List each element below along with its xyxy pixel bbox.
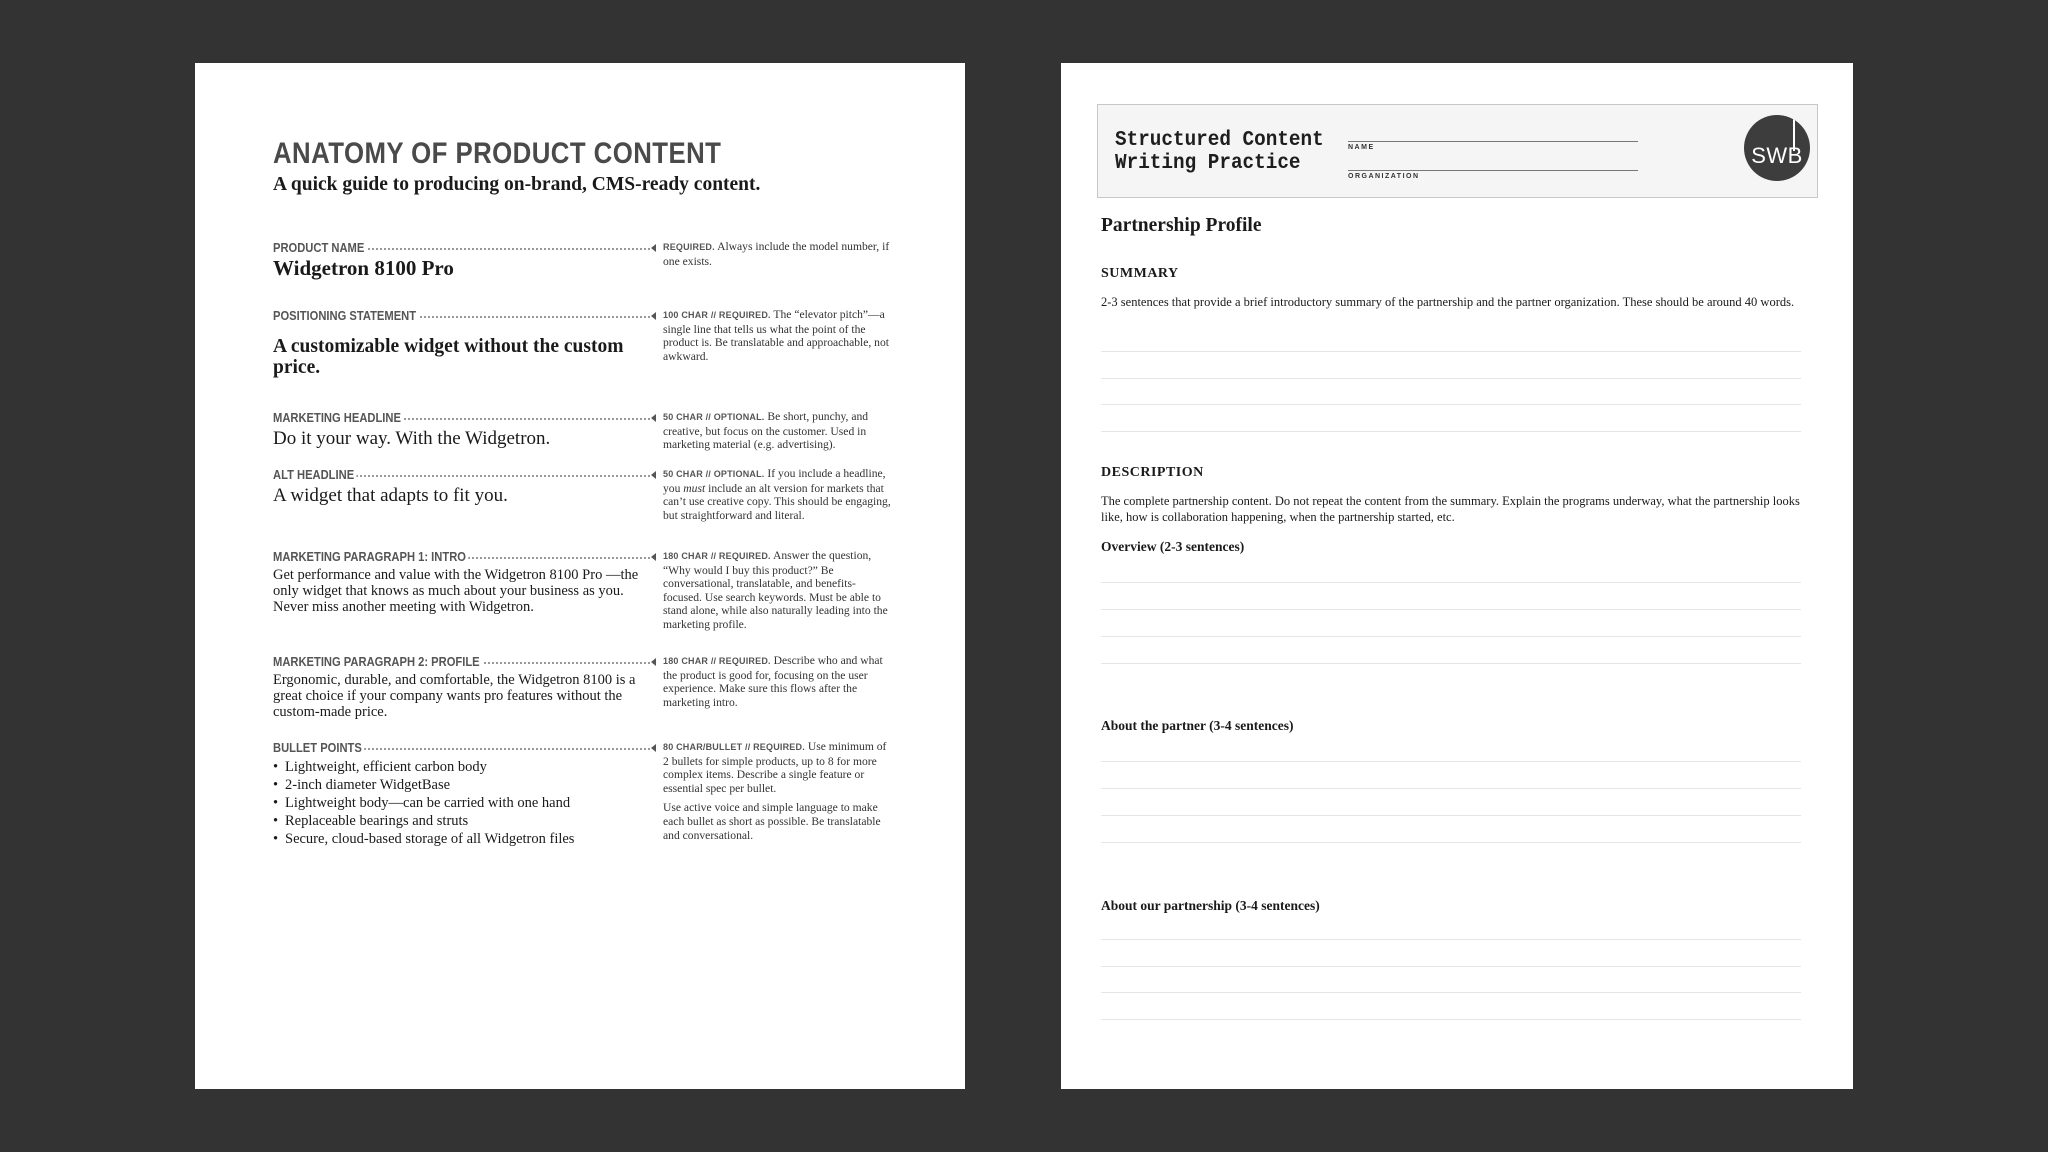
writing-line[interactable] (1101, 842, 1801, 843)
writing-line[interactable] (1101, 431, 1801, 432)
section-note: 100 CHAR // REQUIRED. The “elevator pitch”—a single line that tells us what the point of the product is. Be translatable and approachable, not awkward. (663, 308, 889, 363)
section-marketing-paragraph-intro (273, 549, 889, 631)
description-instructions: The complete partnership content. Do not repeat the content from the summary. Explain the programs underway, what the partnership looks like, how is collaboration happening, when the partnership started, etc. (1101, 494, 1800, 524)
section-label: MARKETING PARAGRAPH 2: PROFILE (273, 654, 482, 669)
name-field-label: NAME (1348, 144, 1375, 151)
section-label: POSITIONING STATEMENT (273, 308, 419, 323)
writing-line[interactable] (1101, 636, 1801, 637)
overview-subheading: Overview (2-3 sentences) (1101, 539, 1245, 554)
writing-line[interactable] (1101, 992, 1801, 993)
writing-line[interactable] (1101, 1019, 1801, 1020)
list-item: • Lightweight, efficient carbon body (273, 758, 889, 776)
worksheet-title: Structured Content Writing Practice (1115, 129, 1324, 175)
writing-line[interactable] (1101, 788, 1801, 789)
swb-logo: SWB (1744, 115, 1810, 181)
pointer-arrow-icon (651, 471, 656, 479)
section-positioning-statement (273, 308, 889, 378)
section-marketing-headline (273, 410, 889, 452)
section-label: PRODUCT NAME (273, 240, 367, 255)
product-content-guide-page (195, 63, 965, 1089)
writing-line[interactable] (1101, 761, 1801, 762)
list-item: • Replaceable bearings and struts (273, 812, 889, 830)
description-heading: DESCRIPTION (1101, 465, 1204, 480)
list-item: • Lightweight body—can be carried with one hand (273, 794, 889, 812)
positioning-statement-value: A customizable widget without the custom price. (273, 336, 624, 378)
section-label: ALT HEADLINE (273, 467, 357, 482)
section-note: 50 CHAR // OPTIONAL. Be short, punchy, and creative, but focus on the customer. Used in marketing material (e.g. advertising). (663, 410, 869, 452)
summary-instructions: 2-3 sentences that provide a brief introductory summary of the partnership and the partner organization. These should be around 40 words. (1101, 295, 1795, 309)
section-product-name (273, 240, 889, 281)
section-note: 180 CHAR // REQUIRED. Answer the question, “Why would I buy this product?” Be conversational, translatable, and benefits-focused. Use search keywords. Must be able to stand alone, while also naturally leading into the marketing profile. (663, 549, 888, 631)
writing-line[interactable] (1101, 609, 1801, 610)
section-bullet-points (273, 740, 889, 848)
writing-line[interactable] (1101, 582, 1801, 583)
marketing-profile-value: Ergonomic, durable, and comfortable, the Widgetron 8100 is a great choice if your company wants pro features without the custom-made price. (273, 672, 636, 720)
guide-subtitle: A quick guide to producing on-brand, CMS-ready content. (273, 174, 761, 195)
pointer-arrow-icon (651, 744, 656, 752)
pointer-arrow-icon (651, 553, 656, 561)
partnership-profile-worksheet-page (1061, 63, 1853, 1089)
guide-title: ANATOMY OF PRODUCT CONTENT (273, 137, 722, 170)
section-label: MARKETING HEADLINE (273, 410, 404, 425)
pointer-arrow-icon (651, 658, 656, 666)
writing-line[interactable] (1101, 939, 1801, 940)
alt-headline-value: A widget that adapts to fit you. (273, 485, 508, 506)
summary-heading: SUMMARY (1101, 266, 1179, 281)
writing-line[interactable] (1101, 378, 1801, 379)
section-label: MARKETING PARAGRAPH 1: INTRO (273, 549, 469, 564)
section-note: 180 CHAR // REQUIRED. Describe who and what the product is good for, focusing on the user experience. Make sure this flows after the marketing intro. (663, 654, 883, 709)
section-note: 80 CHAR/BULLET // REQUIRED. Use minimum of 2 bullets for simple products, up to 8 for more complex items. Describe a single feature or essential spec per bullet. Use active voice and simple language to make each bullet as short as possible. Be translatable and conversational. (663, 740, 887, 842)
name-field-line[interactable] (1348, 141, 1638, 142)
worksheet-header (1097, 104, 1818, 198)
section-alt-headline (273, 467, 891, 522)
product-name-value: Widgetron 8100 Pro (273, 256, 454, 280)
pointer-arrow-icon (651, 414, 656, 422)
section-marketing-paragraph-profile (273, 654, 889, 720)
pointer-arrow-icon (651, 312, 656, 320)
marketing-headline-value: Do it your way. With the Widgetron. (273, 428, 551, 449)
marketing-intro-value: Get performance and value with the Widgetron 8100 Pro —the only widget that knows as much about your business as you. Never miss another meeting with Widgetron. (273, 567, 639, 615)
writing-line[interactable] (1101, 966, 1801, 967)
list-item: • 2-inch diameter WidgetBase (273, 776, 889, 794)
list-item: • Secure, cloud-based storage of all Widgetron files (273, 830, 889, 848)
writing-line[interactable] (1101, 404, 1801, 405)
organization-field-line[interactable] (1348, 170, 1638, 171)
writing-line[interactable] (1101, 815, 1801, 816)
section-note: REQUIRED. Always include the model number, if one exists. (663, 240, 890, 268)
about-partner-subheading: About the partner (3-4 sentences) (1101, 718, 1294, 733)
about-partnership-subheading: About our partnership (3-4 sentences) (1101, 898, 1320, 913)
page-title: Partnership Profile (1101, 215, 1262, 236)
writing-line[interactable] (1101, 663, 1801, 664)
section-label: BULLET POINTS (273, 740, 364, 755)
writing-line[interactable] (1101, 351, 1801, 352)
organization-field-label: ORGANIZATION (1348, 173, 1420, 180)
section-note: 50 CHAR // OPTIONAL. If you include a headline, you must include an alt version for markets that can’t use creative copy. This should be engaging, but straightforward and literal. (663, 467, 891, 522)
pointer-arrow-icon (651, 244, 656, 252)
